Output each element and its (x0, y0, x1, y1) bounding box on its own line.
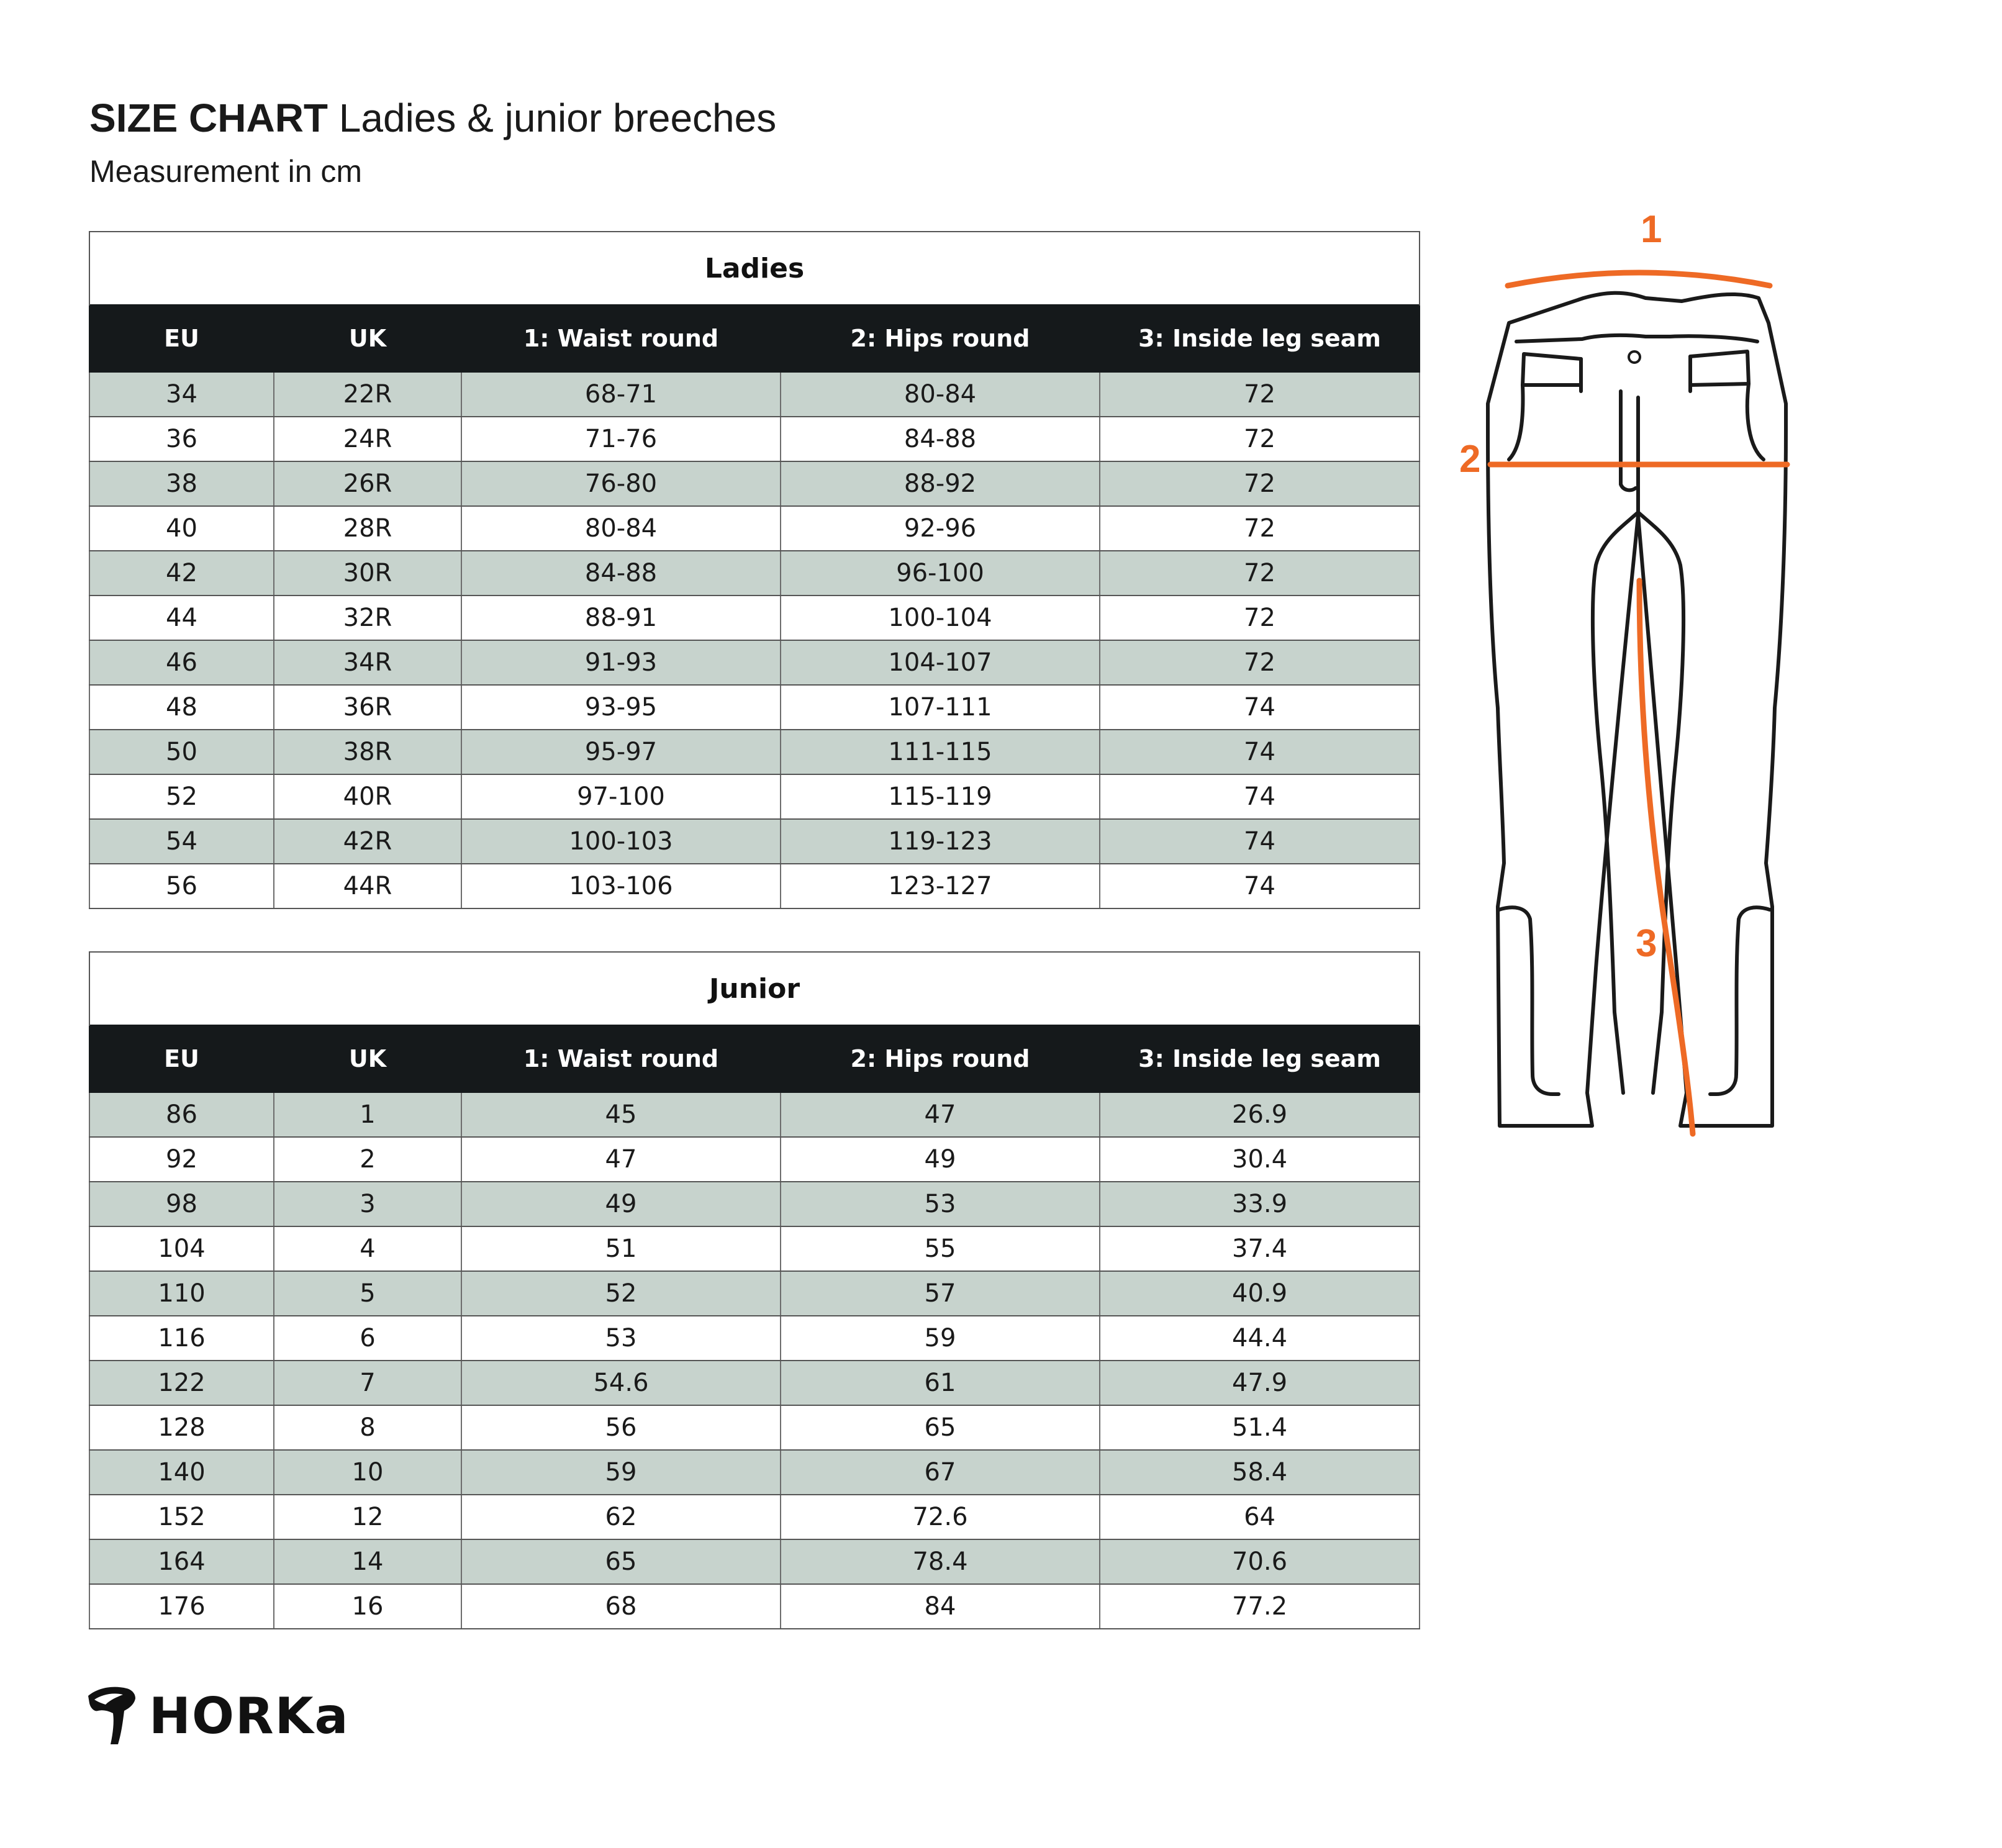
column-header-inside-leg: 3: Inside leg seam (1100, 305, 1420, 372)
cell-uk: 3 (274, 1182, 461, 1226)
cell-waist: 68 (461, 1584, 781, 1629)
cell-waist: 71-76 (461, 417, 781, 461)
column-header-hips: 2: Hips round (781, 1025, 1100, 1092)
cell-eu: 50 (89, 730, 274, 774)
table-row (89, 685, 1420, 730)
hips-marker-label: 2 (1459, 438, 1481, 481)
cell-waist: 80-84 (461, 506, 781, 551)
waistband-button-icon (1629, 351, 1640, 363)
page-title (89, 93, 776, 143)
cell-uk: 14 (274, 1539, 461, 1584)
cell-inside-leg: 70.6 (1100, 1539, 1420, 1584)
cell-uk: 44R (274, 864, 461, 908)
cell-uk: 8 (274, 1405, 461, 1450)
horse-head-icon (86, 1683, 138, 1748)
cell-hips: 111-115 (781, 730, 1100, 774)
cell-uk: 34R (274, 640, 461, 685)
junior-size-table (89, 951, 1420, 1629)
brand-name: HORKa (149, 1687, 350, 1745)
cell-hips: 115-119 (781, 774, 1100, 819)
cell-uk: 40R (274, 774, 461, 819)
cell-waist: 45 (461, 1092, 781, 1137)
cell-inside-leg: 44.4 (1100, 1316, 1420, 1361)
page-subtitle: Measurement in cm (89, 154, 363, 189)
column-header-hips: 2: Hips round (781, 305, 1100, 372)
cell-hips: 84 (781, 1584, 1100, 1629)
table-row (89, 640, 1420, 685)
table-row (89, 1405, 1420, 1450)
column-header-uk: UK (274, 305, 461, 372)
table-row (89, 1495, 1420, 1539)
table-row (89, 1271, 1420, 1316)
cell-eu: 92 (89, 1137, 274, 1182)
cell-uk: 5 (274, 1271, 461, 1316)
cell-uk: 30R (274, 551, 461, 596)
cell-hips: 59 (781, 1316, 1100, 1361)
cell-eu: 122 (89, 1361, 274, 1405)
cell-hips: 67 (781, 1450, 1100, 1495)
table-row (89, 506, 1420, 551)
cell-hips: 104-107 (781, 640, 1100, 685)
cell-hips: 78.4 (781, 1539, 1100, 1584)
cell-waist: 54.6 (461, 1361, 781, 1405)
table-row (89, 417, 1420, 461)
table-row (89, 372, 1420, 417)
cell-inside-leg: 74 (1100, 730, 1420, 774)
cell-uk: 2 (274, 1137, 461, 1182)
cell-uk: 7 (274, 1361, 461, 1405)
column-header-eu: EU (89, 305, 274, 372)
cell-waist: 59 (461, 1450, 781, 1495)
cell-uk: 24R (274, 417, 461, 461)
cell-inside-leg: 74 (1100, 864, 1420, 908)
table-row (89, 819, 1420, 864)
cell-waist: 97-100 (461, 774, 781, 819)
cell-hips: 119-123 (781, 819, 1100, 864)
cell-hips: 47 (781, 1092, 1100, 1137)
cell-inside-leg: 33.9 (1100, 1182, 1420, 1226)
cell-uk: 4 (274, 1226, 461, 1271)
cell-inside-leg: 72 (1100, 372, 1420, 417)
cell-uk: 38R (274, 730, 461, 774)
table-row (89, 596, 1420, 640)
cell-uk: 12 (274, 1495, 461, 1539)
table-row (89, 1092, 1420, 1137)
cell-hips: 65 (781, 1405, 1100, 1450)
cell-hips: 123-127 (781, 864, 1100, 908)
cell-waist: 76-80 (461, 461, 781, 506)
cell-waist: 47 (461, 1137, 781, 1182)
cell-uk: 26R (274, 461, 461, 506)
cell-uk: 36R (274, 685, 461, 730)
cell-inside-leg: 72 (1100, 461, 1420, 506)
cell-waist: 62 (461, 1495, 781, 1539)
column-header-eu: EU (89, 1025, 274, 1092)
cell-waist: 103-106 (461, 864, 781, 908)
cell-waist: 91-93 (461, 640, 781, 685)
cell-waist: 93-95 (461, 685, 781, 730)
breeches-measurement-diagram (1459, 205, 1906, 1149)
cell-hips: 84-88 (781, 417, 1100, 461)
table-row (89, 461, 1420, 506)
cell-hips: 55 (781, 1226, 1100, 1271)
cell-inside-leg: 74 (1100, 774, 1420, 819)
cell-eu: 42 (89, 551, 274, 596)
cell-eu: 44 (89, 596, 274, 640)
breeches-outline (1488, 293, 1786, 1126)
column-header-uk: UK (274, 1025, 461, 1092)
cell-waist: 68-71 (461, 372, 781, 417)
cell-eu: 40 (89, 506, 274, 551)
cell-waist: 56 (461, 1405, 781, 1450)
column-header-waist: 1: Waist round (461, 305, 781, 372)
ladies-table-caption: Ladies (89, 232, 1420, 305)
cell-inside-leg: 74 (1100, 685, 1420, 730)
cell-hips: 61 (781, 1361, 1100, 1405)
cell-eu: 52 (89, 774, 274, 819)
cell-inside-leg: 51.4 (1100, 1405, 1420, 1450)
cell-eu: 48 (89, 685, 274, 730)
table-row (89, 1137, 1420, 1182)
cell-uk: 28R (274, 506, 461, 551)
cell-waist: 100-103 (461, 819, 781, 864)
cell-waist: 88-91 (461, 596, 781, 640)
title-rest: Ladies & junior breeches (338, 96, 777, 140)
cell-waist: 65 (461, 1539, 781, 1584)
table-row (89, 774, 1420, 819)
cell-uk: 16 (274, 1584, 461, 1629)
cell-hips: 80-84 (781, 372, 1100, 417)
cell-eu: 152 (89, 1495, 274, 1539)
cell-hips: 57 (781, 1271, 1100, 1316)
waist-measurement-line (1508, 273, 1770, 286)
cell-hips: 72.6 (781, 1495, 1100, 1539)
cell-inside-leg: 47.9 (1100, 1361, 1420, 1405)
cell-eu: 54 (89, 819, 274, 864)
cell-uk: 22R (274, 372, 461, 417)
cell-eu: 34 (89, 372, 274, 417)
cell-eu: 56 (89, 864, 274, 908)
cell-waist: 51 (461, 1226, 781, 1271)
cell-inside-leg: 77.2 (1100, 1584, 1420, 1629)
waist-marker-label: 1 (1641, 208, 1662, 251)
table-row (89, 1361, 1420, 1405)
cell-hips: 88-92 (781, 461, 1100, 506)
cell-eu: 104 (89, 1226, 274, 1271)
cell-eu: 176 (89, 1584, 274, 1629)
cell-eu: 46 (89, 640, 274, 685)
cell-uk: 1 (274, 1092, 461, 1137)
cell-inside-leg: 37.4 (1100, 1226, 1420, 1271)
cell-inside-leg: 72 (1100, 596, 1420, 640)
cell-eu: 140 (89, 1450, 274, 1495)
ladies-size-table (89, 231, 1420, 909)
cell-hips: 53 (781, 1182, 1100, 1226)
cell-eu: 116 (89, 1316, 274, 1361)
cell-waist: 53 (461, 1316, 781, 1361)
table-row (89, 1316, 1420, 1361)
cell-hips: 92-96 (781, 506, 1100, 551)
title-bold: SIZE CHART (89, 96, 328, 140)
cell-eu: 164 (89, 1539, 274, 1584)
table-row (89, 551, 1420, 596)
cell-eu: 98 (89, 1182, 274, 1226)
column-header-waist: 1: Waist round (461, 1025, 781, 1092)
cell-uk: 42R (274, 819, 461, 864)
cell-inside-leg: 72 (1100, 506, 1420, 551)
cell-waist: 84-88 (461, 551, 781, 596)
cell-waist: 95-97 (461, 730, 781, 774)
table-row (89, 864, 1420, 908)
cell-eu: 36 (89, 417, 274, 461)
cell-uk: 6 (274, 1316, 461, 1361)
cell-uk: 10 (274, 1450, 461, 1495)
table-row (89, 1539, 1420, 1584)
cell-hips: 96-100 (781, 551, 1100, 596)
table-row (89, 730, 1420, 774)
cell-waist: 49 (461, 1182, 781, 1226)
cell-inside-leg: 58.4 (1100, 1450, 1420, 1495)
breeches-illustration (1459, 205, 1906, 1149)
cell-eu: 110 (89, 1271, 274, 1316)
cell-eu: 38 (89, 461, 274, 506)
junior-table-caption: Junior (89, 952, 1420, 1025)
cell-inside-leg: 74 (1100, 819, 1420, 864)
cell-inside-leg: 72 (1100, 551, 1420, 596)
junior-table-body (89, 1092, 1420, 1629)
cell-inside-leg: 72 (1100, 640, 1420, 685)
table-row (89, 1584, 1420, 1629)
brand-logo (86, 1682, 350, 1750)
cell-inside-leg: 64 (1100, 1495, 1420, 1539)
ladies-table-body (89, 372, 1420, 908)
table-row (89, 1226, 1420, 1271)
column-header-inside-leg: 3: Inside leg seam (1100, 1025, 1420, 1092)
table-row (89, 1450, 1420, 1495)
cell-inside-leg: 72 (1100, 417, 1420, 461)
cell-eu: 86 (89, 1092, 274, 1137)
cell-inside-leg: 26.9 (1100, 1092, 1420, 1137)
cell-hips: 49 (781, 1137, 1100, 1182)
cell-hips: 107-111 (781, 685, 1100, 730)
inside-leg-marker-label: 3 (1636, 922, 1657, 965)
table-row (89, 1182, 1420, 1226)
cell-inside-leg: 40.9 (1100, 1271, 1420, 1316)
cell-inside-leg: 30.4 (1100, 1137, 1420, 1182)
cell-eu: 128 (89, 1405, 274, 1450)
title-block (89, 93, 776, 190)
cell-waist: 52 (461, 1271, 781, 1316)
cell-hips: 100-104 (781, 596, 1100, 640)
cell-uk: 32R (274, 596, 461, 640)
